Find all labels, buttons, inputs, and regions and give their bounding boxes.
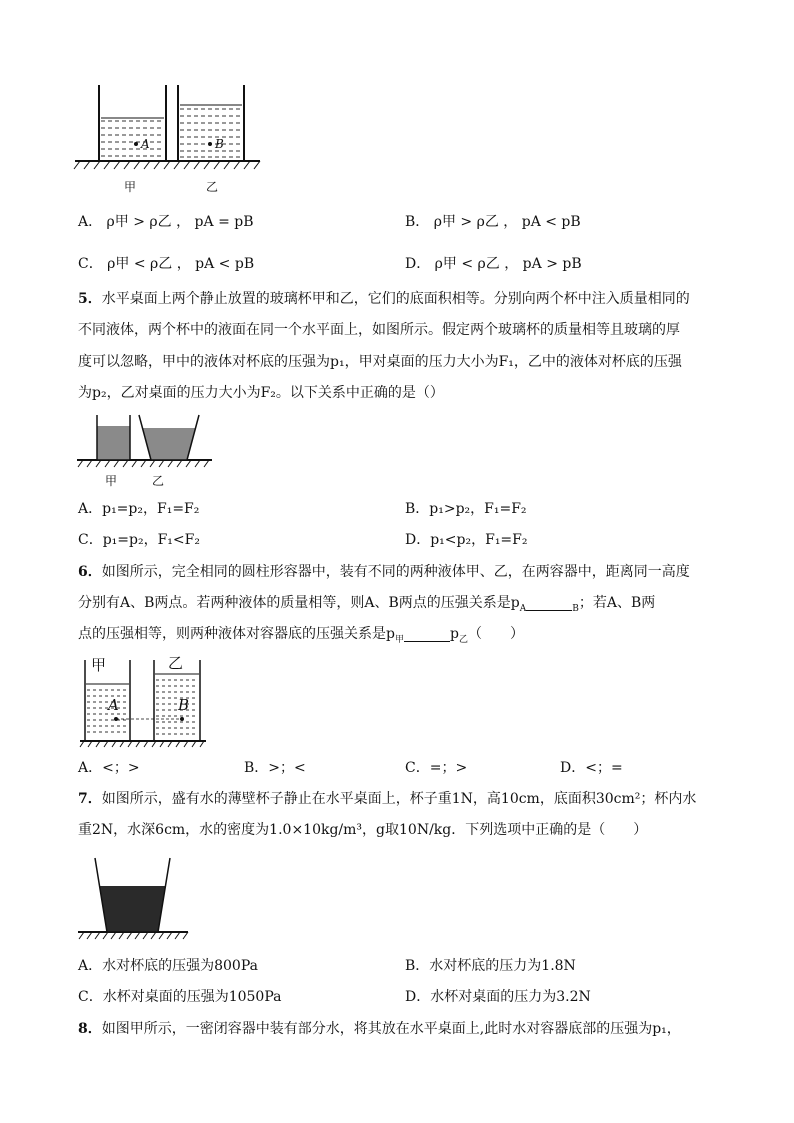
q4-point-a — [134, 142, 138, 146]
q5-option-d: D．p₁<p₂，F₁=F₂ — [405, 532, 528, 548]
q6-line-3 — [78, 624, 524, 650]
q6-point-a — [114, 717, 118, 721]
q4-option-a: A． ρ甲 > ρ乙 ， pA = pB — [78, 214, 254, 230]
q6-text-3mid: p — [449, 626, 459, 642]
q6-text-3b: （ ） — [467, 626, 524, 642]
q4-option-d: D． ρ甲 < ρ乙 ， pA > pB — [405, 256, 582, 272]
q4-option-c: C． ρ甲 < ρ乙 ， pA < pB — [78, 256, 255, 272]
q5-text-1: 水平桌面上两个静止放置的玻璃杯甲和乙，它们的底面积相等。分别向两个杯中注入质量相同的 — [101, 291, 690, 307]
q6-point-b — [180, 717, 184, 721]
q6-caption-left: 甲 — [91, 656, 107, 674]
q5-option-a: A．p₁=p₂，F₁=F₂ — [78, 501, 200, 517]
q6-line-1 — [78, 562, 690, 582]
q4-point-b — [208, 142, 212, 146]
q6-caption-right: 乙 — [168, 654, 184, 672]
q6-sub-yi: 乙 — [458, 634, 468, 645]
q4-option-b: B． ρ甲 > ρ乙 ， pA < pB — [405, 214, 581, 230]
q6-option-d: D．<；= — [560, 760, 623, 776]
q6-option-a: A．<；> — [78, 760, 140, 776]
q6-option-b: B．>；< — [244, 760, 306, 776]
q7-line-1 — [78, 789, 696, 809]
q4-caption-left: 甲 — [124, 180, 137, 194]
q5-caption-left: 甲 — [105, 474, 118, 488]
q7-option-c: C．水杯对桌面的压强为1050Pa — [78, 989, 282, 1005]
q7-line-2: 重2N，水深6cm，水的密度为1.0×10kg/m³，g取10N/kg．下列选项中正确的是（ ） — [78, 822, 648, 838]
q8-line-1 — [78, 1019, 681, 1039]
q5-line-4: 为p₂，乙对桌面的压力大小为F₂。以下关系中正确的是（） — [78, 385, 444, 401]
q8-number: 8． — [78, 1021, 102, 1037]
q7-option-b: B．水对杯底的压力为1.8N — [405, 958, 576, 974]
q6-label-a: A — [108, 696, 119, 714]
q7-option-a: A．水对杯底的压强为800Pa — [78, 958, 258, 974]
q6-line-2 — [78, 593, 655, 619]
q5-line-3: 度可以忽略，甲中的液体对杯底的压强为p₁，甲对桌面的压力大小为F₁，乙中的液体对杯底的压强 — [78, 354, 682, 370]
q7-number: 7． — [78, 791, 102, 807]
q4-label-b: B — [215, 137, 224, 151]
q5-option-c: C．p₁=p₂，F₁<F₂ — [78, 532, 200, 548]
q6-text-2a: 分别有A、B两点。若两种液体的质量相等，则A、B两点的压强关系是p — [78, 595, 520, 611]
q6-option-c: C．=；> — [405, 760, 468, 776]
q5-option-b: B．p₁>p₂，F₁=F₂ — [405, 501, 527, 517]
q5-caption-right: 乙 — [152, 474, 165, 488]
q6-sub-a: A — [519, 603, 527, 614]
q8-text-1: 如图甲所示，一密闭容器中装有部分水，将其放在水平桌面上,此时水对容器底部的压强为p₁， — [101, 1021, 681, 1037]
q5-figure — [75, 412, 215, 472]
q6-text-2b: ；若A、B两 — [578, 595, 656, 611]
q6-sub-b: B — [572, 603, 579, 614]
q6-number: 6． — [78, 564, 102, 580]
q6-blank-2 — [404, 627, 450, 642]
q4-caption-right: 乙 — [206, 180, 219, 194]
q5-number: 5． — [78, 291, 102, 307]
q4-label-a: A — [141, 137, 150, 151]
q6-blank-1 — [526, 596, 572, 611]
q7-text-1: 如图所示，盛有水的薄壁杯子静止在水平桌面上，杯子重1N，高10cm，底面积30cm²；杯内水 — [101, 791, 697, 807]
q5-line-1 — [78, 289, 690, 309]
q6-sub-jia: 甲 — [394, 634, 404, 645]
q6-text-1: 如图所示，完全相同的圆柱形容器中，装有不同的两种液体甲、乙，在两容器中，距离同一高度 — [101, 564, 690, 580]
q7-option-d: D．水杯对桌面的压力为3.2N — [405, 989, 591, 1005]
q7-figure — [76, 855, 191, 940]
q4-figure — [70, 80, 270, 195]
q6-label-b: B — [178, 696, 190, 714]
q5-line-2: 不同液体，两个杯中的液面在同一个水平面上，如图所示。假定两个玻璃杯的质量相等且玻璃的厚 — [78, 322, 680, 338]
q6-text-3a: 点的压强相等，则两种液体对容器底的压强关系是p — [78, 626, 395, 642]
